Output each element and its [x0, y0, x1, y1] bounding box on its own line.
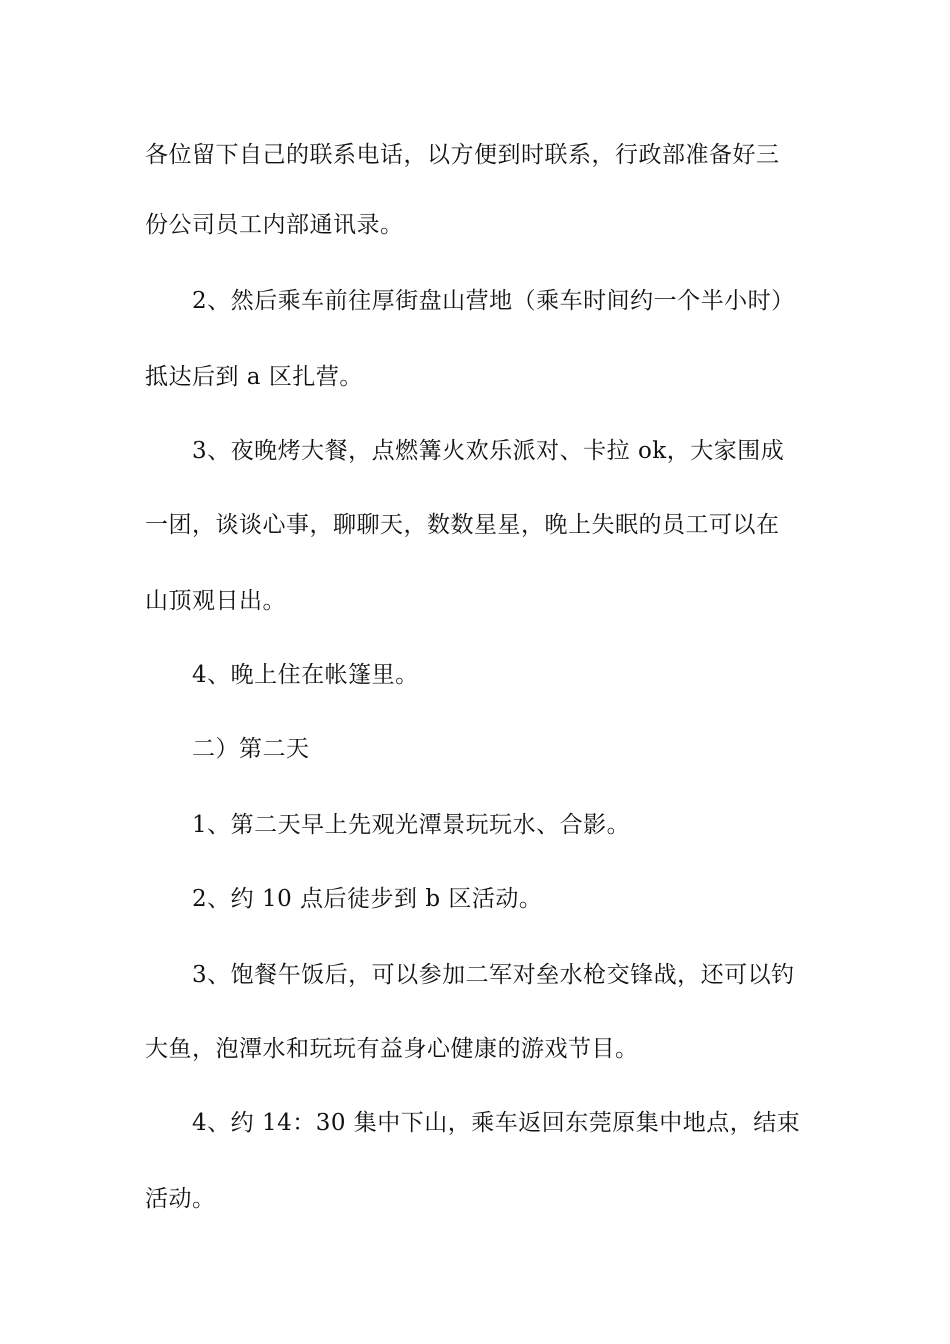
paragraph-line: 份公司员工内部通讯录。	[145, 212, 404, 238]
paragraph-line: 一团，谈谈心事，聊聊天，数数星星，晚上失眠的员工可以在	[145, 512, 780, 538]
paragraph-line: 抵达后到 a 区扎营。	[145, 364, 363, 390]
paragraph-line: 3、饱餐午饭后，可以参加二军对垒水枪交锋战，还可以钓	[192, 962, 795, 988]
paragraph-line: 山顶观日出。	[145, 588, 286, 614]
paragraph-line: 各位留下自己的联系电话，以方便到时联系，行政部准备好三	[145, 142, 780, 168]
paragraph-line: 4、约 14：30 集中下山，乘车返回东莞原集中地点，结束	[192, 1110, 801, 1136]
paragraph-line: 1、第二天早上先观光潭景玩玩水、合影。	[192, 812, 631, 838]
paragraph-line: 2、约 10 点后徒步到 b 区活动。	[192, 886, 543, 912]
section-heading: 二）第二天	[192, 736, 310, 762]
paragraph-line: 大鱼，泡潭水和玩玩有益身心健康的游戏节目。	[145, 1036, 639, 1062]
paragraph-line: 活动。	[145, 1186, 216, 1212]
paragraph-line: 3、夜晚烤大餐，点燃篝火欢乐派对、卡拉 ok，大家围成	[192, 438, 785, 464]
paragraph-line: 4、晚上住在帐篷里。	[192, 662, 419, 688]
paragraph-line: 2、然后乘车前往厚街盘山营地（乘车时间约一个半小时）	[192, 288, 795, 314]
